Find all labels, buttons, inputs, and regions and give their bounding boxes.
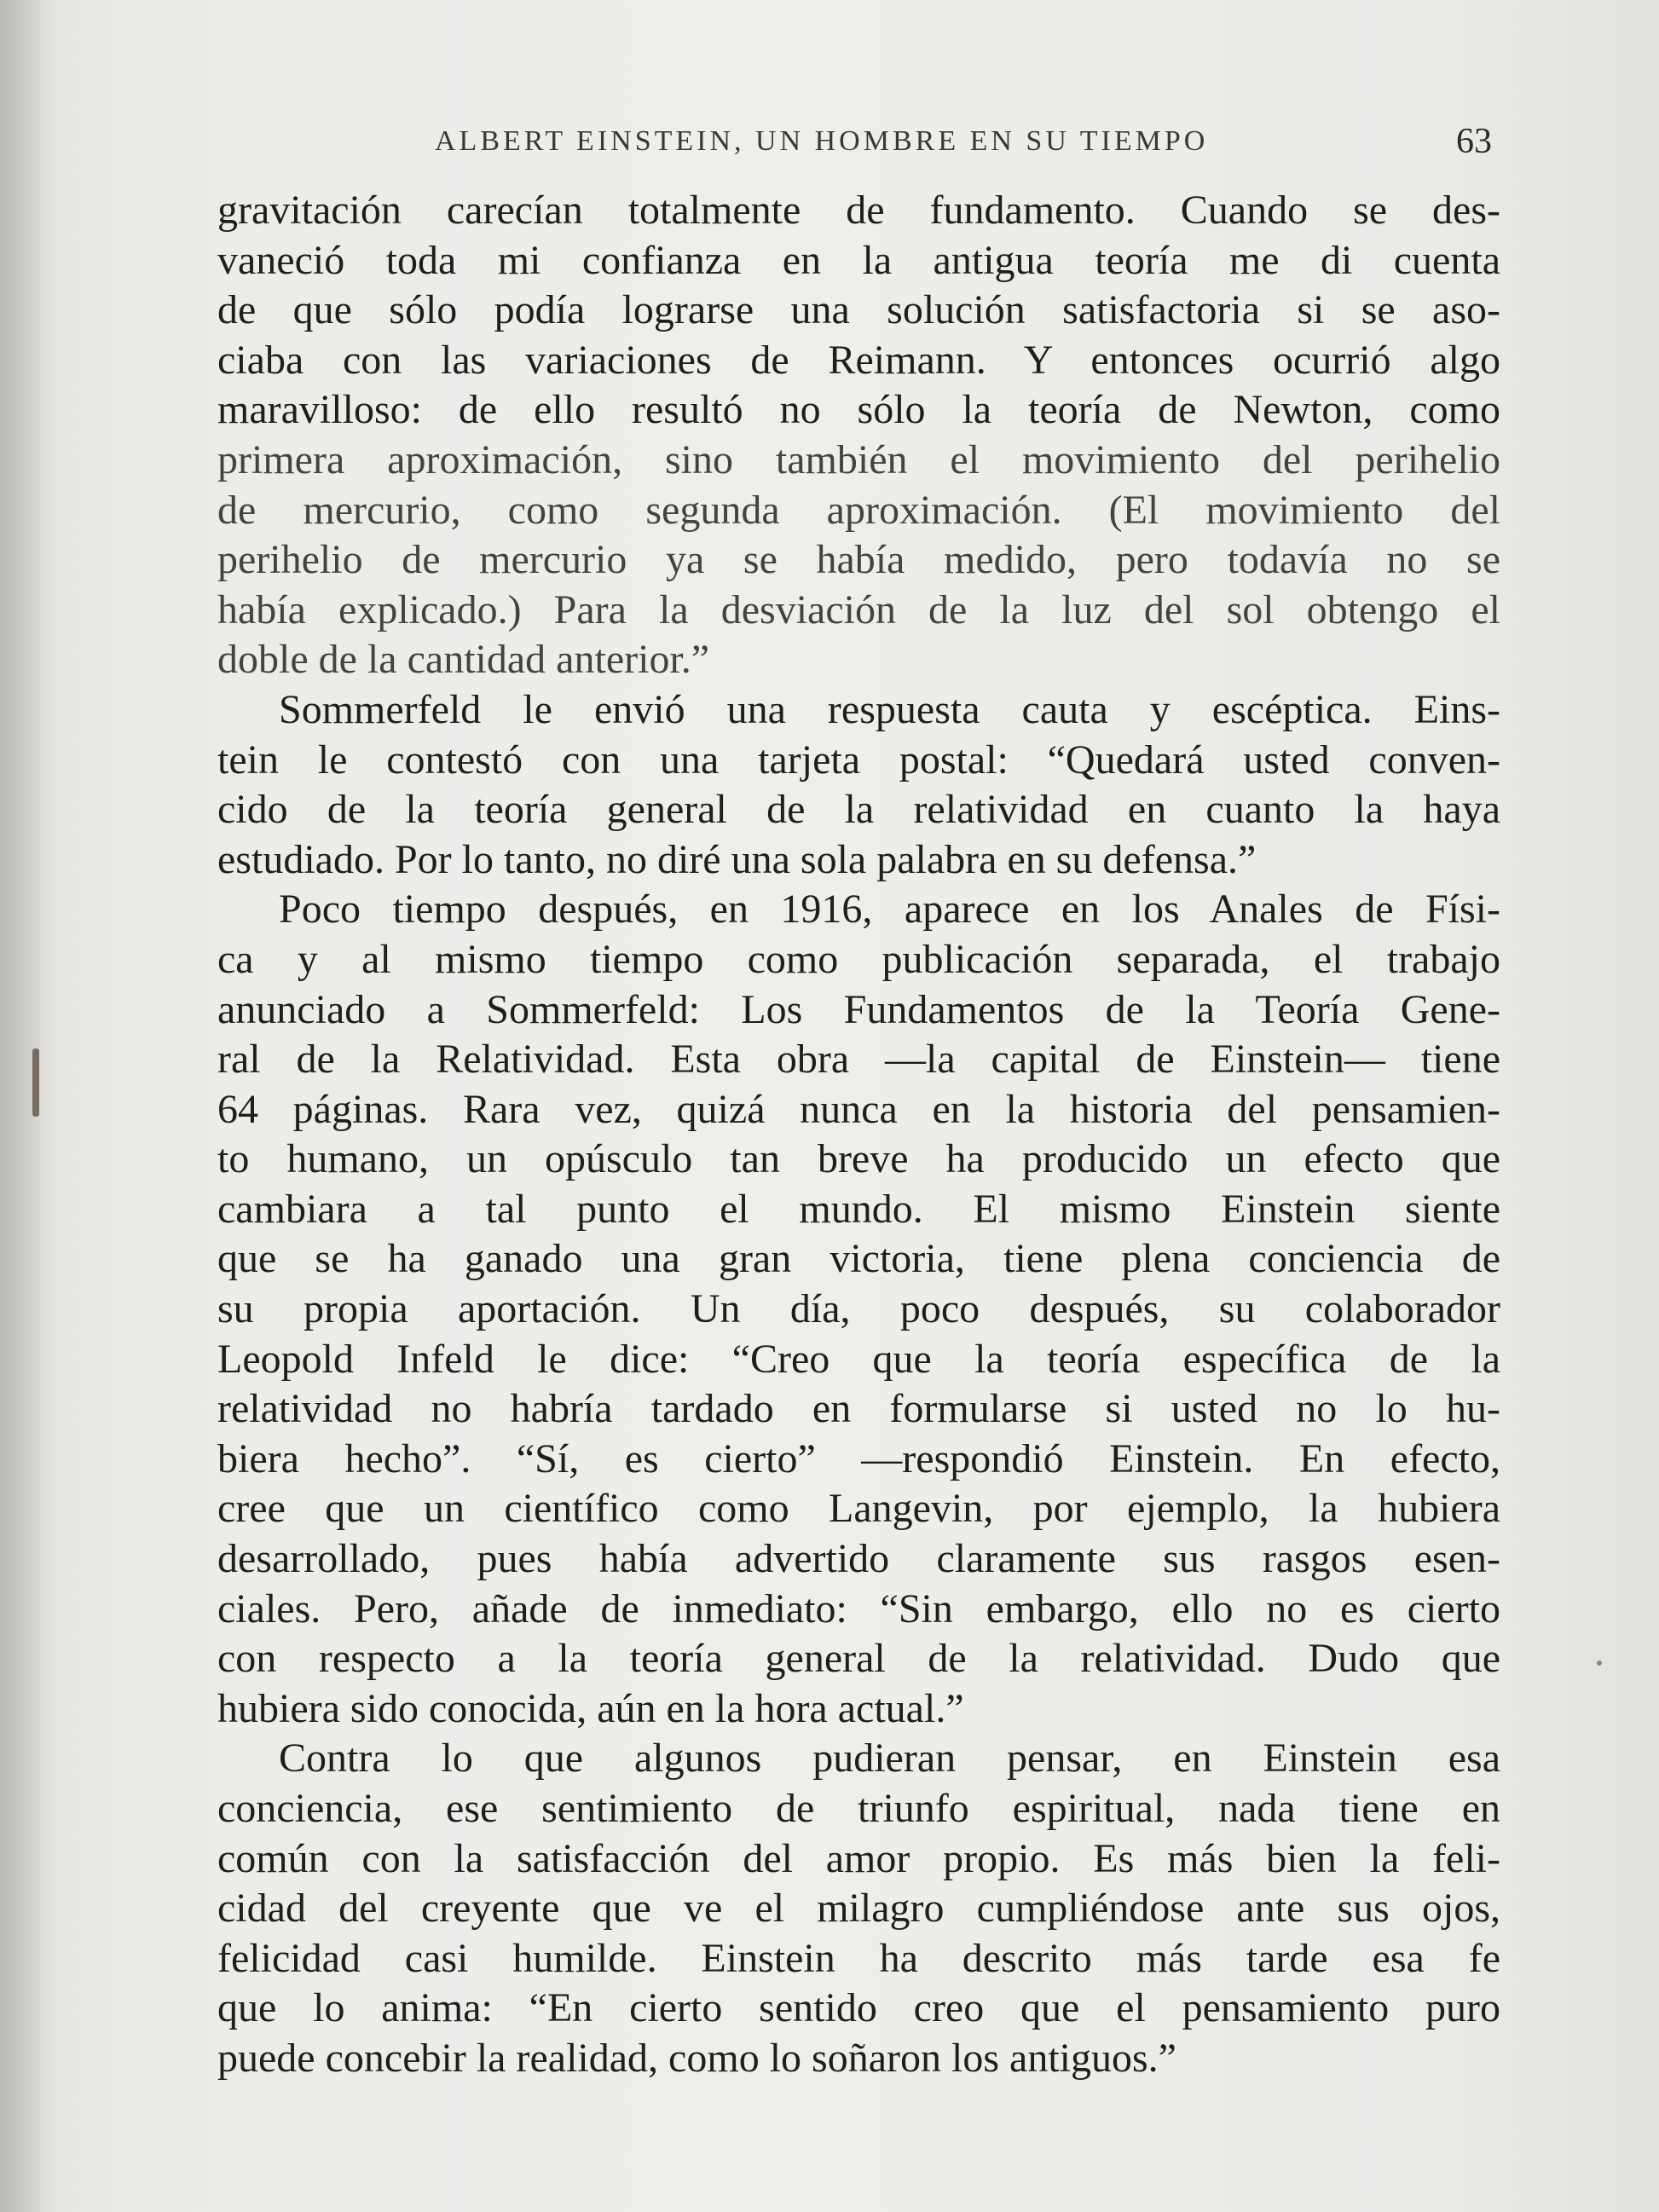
page-header — [435, 119, 1492, 164]
text-line: estudiado. Por lo tanto, no diré una sola palabra en su defensa.” — [217, 836, 1257, 882]
text-line: Sommerfeld le envió una respuesta cauta y escéptica. Eins- — [279, 686, 1500, 732]
text-line: biera hecho”. “Sí, es cierto” —respondió Einstein. En efecto, — [217, 1435, 1500, 1481]
text-line: vaneció toda mi confianza en la antigua teoría me di cuenta — [217, 237, 1500, 283]
text-line: Leopold Infeld le dice: “Creo que la teoría específica de la — [217, 1336, 1500, 1382]
text-line: con respecto a la teoría general de la relatividad. Dudo que — [217, 1636, 1500, 1682]
text-line: to humano, un opúsculo tan breve ha producido un efecto que — [217, 1136, 1500, 1182]
text-line: hubiera sido conocida, aún en la hora actual.” — [217, 1685, 964, 1731]
text-line: Poco tiempo después, en 1916, aparece en los Anales de Físi- — [279, 887, 1500, 933]
text-line: su propia aportación. Un día, poco después, su colaborador — [217, 1286, 1500, 1332]
text-line: cree que un científico como Langevin, por ejemplo, la hubiera — [217, 1486, 1500, 1532]
text-line: cidad del creyente que ve el milagro cumpliéndose ante sus ojos, — [217, 1886, 1500, 1932]
text-line: maravilloso: de ello resultó no sólo la teoría de Newton, como — [217, 387, 1500, 433]
text-line: ca y al mismo tiempo como publicación separada, el trabajo — [217, 936, 1500, 982]
running-head: ALBERT EINSTEIN, UN HOMBRE EN SU TIEMPO — [435, 125, 1209, 157]
binding-mark — [32, 1048, 39, 1117]
text-line: tein le contestó con una tarjeta postal: “Quedará usted conven- — [217, 736, 1500, 783]
text-line: de que sólo podía lograrse una solución satisfactoria si se aso- — [217, 287, 1500, 333]
text-line: 64 páginas. Rara vez, quizá nunca en la historia del pensamien- — [217, 1086, 1500, 1132]
spine-shadow — [0, 0, 51, 2212]
text-line: Contra lo que algunos pudieran pensar, en Einstein esa — [279, 1736, 1500, 1782]
text-line: ciaba con las variaciones de Reimann. Y entonces ocurrió algo — [217, 337, 1500, 383]
body-text — [217, 186, 1500, 2084]
text-line: doble de la cantidad anterior.” — [217, 637, 710, 683]
text-line: que lo anima: “En cierto sentido creo que el pensamiento puro — [217, 1985, 1500, 2031]
text-line: conciencia, ese sentimiento de triunfo espiritual, nada tiene en — [217, 1786, 1500, 1831]
text-line: ciales. Pero, añade de inmediato: “Sin embargo, ello no es cierto — [217, 1585, 1500, 1632]
text-line: gravitación carecían totalmente de fundamento. Cuando se des- — [217, 188, 1500, 233]
text-line: que se ha ganado una gran victoria, tiene plena conciencia de — [217, 1236, 1500, 1282]
text-line: relatividad no habría tardado en formularse si usted no lo hu- — [217, 1386, 1500, 1432]
text-line: perihelio de mercurio ya se había medido, pero todavía no se — [217, 537, 1500, 583]
text-line: común con la satisfacción del amor propio. Es más bien la feli- — [217, 1835, 1500, 1881]
text-line: anunciado a Sommerfeld: Los Fundamentos de la Teoría Gene- — [217, 986, 1500, 1032]
text-line: primera aproximación, sino también el movimiento del perihelio — [217, 436, 1500, 482]
text-line: desarrollado, pues había advertido claramente sus rasgos esen- — [217, 1536, 1500, 1582]
text-line: felicidad casi humilde. Einstein ha descrito más tarde esa fe — [217, 1935, 1500, 1981]
text-line: ral de la Relatividad. Esta obra —la capital de Einstein— tiene — [217, 1037, 1500, 1083]
text-line: había explicado.) Para la desviación de la luz del sol obtengo el — [217, 586, 1500, 632]
text-line: puede concebir la realidad, como lo soñaron los antiguos.” — [217, 2035, 1176, 2081]
page-number: 63 — [1456, 122, 1492, 161]
paper-speck — [1597, 1660, 1602, 1666]
text-line: cido de la teoría general de la relatividad en cuanto la haya — [217, 787, 1500, 833]
text-line: cambiara a tal punto el mundo. El mismo Einstein siente — [217, 1186, 1500, 1232]
text-line: de mercurio, como segunda aproximación. (El movimiento del — [217, 487, 1500, 533]
